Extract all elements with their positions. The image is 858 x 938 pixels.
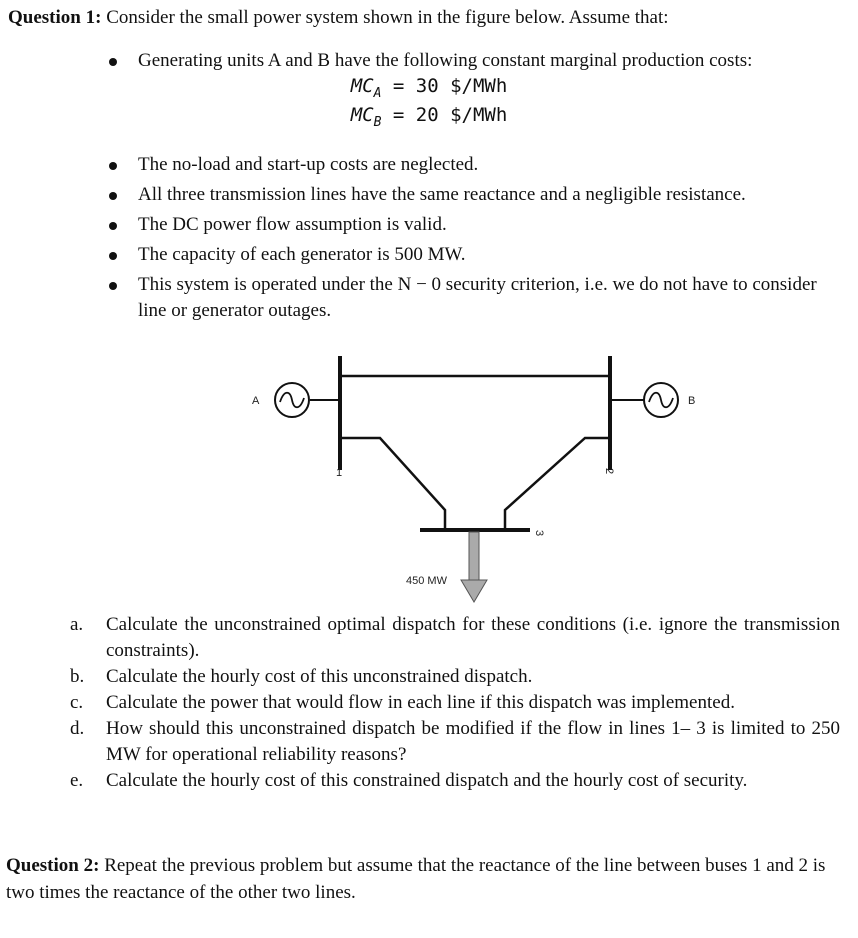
load-arrow-icon: [461, 580, 487, 602]
gen-b-label: B: [688, 395, 696, 407]
bullet-dot: [109, 252, 117, 260]
bullet-dot: [109, 58, 117, 66]
assumption-text: The no-load and start-up costs are neglected.: [138, 154, 479, 175]
question-1-label: Question 1:: [8, 7, 102, 28]
part-label: b.: [70, 666, 85, 687]
question-2-text: Repeat the previous problem but assume that the reactance of the line between buses 1 and 2 is two times the reactance of the other two lines.: [6, 855, 826, 903]
load-label: 450 MW: [406, 575, 447, 587]
bus-1-label: 1: [336, 467, 343, 479]
assumption-text: All three transmission lines have the same reactance and a negligible resistance.: [138, 184, 746, 205]
assumption-text: Generating units A and B have the following constant marginal production costs:: [138, 50, 753, 71]
part-text: Calculate the hourly cost of this unconstrained dispatch.: [106, 666, 533, 687]
part-text: Calculate the unconstrained optimal dispatch for these conditions (i.e. ignore the transmission constraints).: [106, 614, 840, 661]
part-item: [70, 768, 840, 794]
part-label: e.: [70, 770, 84, 791]
assumption-text: The DC power flow assumption is valid.: [138, 214, 447, 235]
part-item: [70, 690, 840, 716]
part-text: Calculate the power that would flow in each line if this dispatch was implemented.: [106, 692, 735, 713]
line-2-3: [505, 438, 610, 528]
question-1-intro: Consider the small power system shown in the figure below. Assume that:: [106, 7, 669, 28]
part-item: [70, 716, 840, 768]
bullet-dot: [109, 192, 117, 200]
assumption-text: This system is operated under the N − 0 security criterion, i.e. we do not have to consider line or generator outages.: [138, 274, 817, 321]
question-1-heading: [8, 4, 848, 31]
part-label: a.: [70, 614, 84, 635]
part-label: c.: [70, 692, 84, 713]
part-text: Calculate the hourly cost of this constrained dispatch and the hourly cost of security.: [106, 770, 748, 791]
load-arrow-shaft: [469, 532, 479, 580]
power-system-diagram: [240, 350, 720, 610]
gen-a-label: A: [252, 395, 260, 407]
bullet-dot: [109, 222, 117, 230]
assumption-item: [100, 182, 840, 208]
part-item: [70, 664, 840, 690]
part-text: How should this unconstrained dispatch be modified if the flow in lines 1– 3 is limited to 250 MW for operational reliability reasons?: [106, 718, 840, 765]
bullet-dot: [109, 162, 117, 170]
question-2-label: Question 2:: [6, 855, 100, 876]
assumption-text: The capacity of each generator is 500 MW.: [138, 244, 466, 265]
question-parts-list: [70, 612, 840, 794]
assumption-item: [100, 48, 840, 74]
line-1-3: [340, 438, 445, 528]
assumption-item: [100, 212, 840, 238]
assumption-item: [100, 152, 840, 178]
part-label: d.: [70, 718, 85, 739]
question-2: [6, 852, 836, 906]
assumption-item: [100, 272, 840, 324]
equation-mc-b: $MC_B = 20$ $/MWh: [350, 104, 508, 130]
equation-mc-a: $MC_A = 30$ $/MWh: [350, 75, 508, 101]
bullet-dot: [109, 282, 117, 290]
assumption-item: [100, 242, 840, 268]
bus-2-label: 2: [603, 468, 615, 475]
part-item: [70, 612, 840, 664]
bus-3-label: 3: [533, 530, 545, 537]
